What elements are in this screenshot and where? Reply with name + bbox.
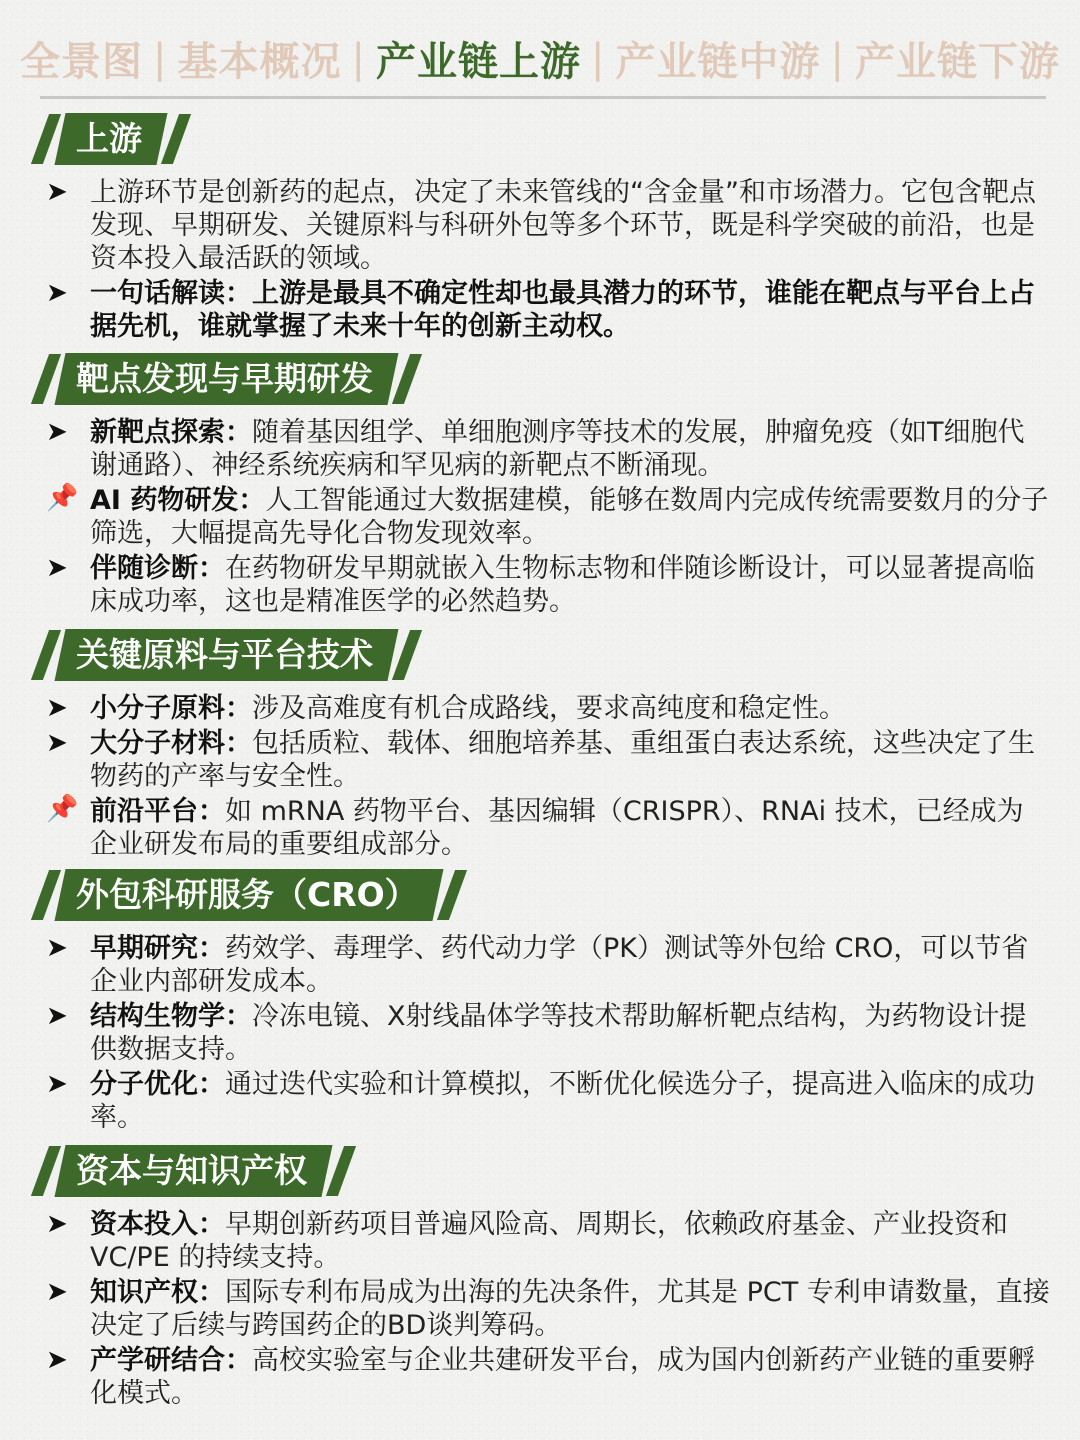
list-item (40, 795, 1050, 861)
arrow-bullet-icon: ➤ (46, 417, 68, 447)
nav-separator: | (153, 35, 168, 82)
list-item (40, 1344, 1050, 1410)
item-text: 高校实验室与企业共建研发平台，成为国内创新药产业链的重要孵化模式。 (90, 1345, 1035, 1409)
item-list (40, 1208, 1050, 1410)
list-item (40, 1208, 1050, 1274)
section-target-discovery (40, 352, 1050, 620)
arrow-bullet-icon: ➤ (46, 693, 68, 723)
item-text: 随着基因组学、单细胞测序等技术的发展，肿瘤免疫（如T细胞代谢通路）、神经系统疾病和罕见病的新靶点不断涌现。 (90, 417, 1025, 481)
item-text: 早期创新药项目普遍风险高、周期长，依赖政府基金、产业投资和VC/PE 的持续支持。 (90, 1209, 1008, 1273)
list-item (40, 1276, 1050, 1342)
section-header (40, 112, 1050, 166)
section-header (40, 352, 1050, 406)
item-label: 分子优化： (90, 1069, 225, 1100)
arrow-bullet-icon: ➤ (46, 728, 68, 758)
arrow-bullet-icon: ➤ (46, 177, 68, 207)
item-text: 人工智能通过大数据建模，能够在数周内完成传统需要数月的分子筛选，大幅提高先导化合物发现效率。 (90, 485, 1049, 549)
item-list (40, 176, 1050, 343)
section-title: 靶点发现与早期研发 (54, 353, 398, 405)
arrow-bullet-icon: ➤ (46, 1345, 68, 1375)
nav-separator: | (590, 35, 606, 82)
nav-tab-downstream[interactable]: 产业链下游 (854, 39, 1060, 85)
list-item (40, 484, 1050, 550)
item-list (40, 416, 1050, 618)
item-label: 大分子材料： (90, 728, 252, 759)
nav-separator: | (351, 35, 366, 82)
item-label: 产学研结合： (90, 1345, 252, 1376)
item-label: AI 药物研发： (90, 485, 266, 516)
arrow-bullet-icon: ➤ (46, 278, 68, 308)
section-capital-ip (40, 1144, 1050, 1412)
pushpin-icon: 📌 (46, 794, 79, 824)
item-label: 小分子原料： (90, 693, 252, 724)
pushpin-icon: 📌 (46, 483, 79, 513)
section-raw-materials (40, 628, 1050, 863)
item-text: 上游是最具不确定性却也最具潜力的环节，谁能在靶点与平台上占据先机，谁就掌握了未来十年的创新主动权。 (90, 278, 1035, 342)
section-header (40, 628, 1050, 682)
list-item (40, 416, 1050, 482)
item-label: 知识产权： (90, 1277, 225, 1308)
list-item (40, 1000, 1050, 1066)
section-title: 上游 (54, 113, 167, 165)
item-label: 早期研究： (90, 933, 225, 964)
list-item (40, 692, 1050, 725)
item-label: 结构生物学： (90, 1001, 252, 1032)
nav-tab-panorama[interactable]: 全景图 (20, 39, 143, 85)
list-item (40, 176, 1050, 275)
arrow-bullet-icon: ➤ (46, 1277, 68, 1307)
nav-tab-overview[interactable]: 基本概况 (177, 39, 342, 85)
arrow-bullet-icon: ➤ (46, 933, 68, 963)
item-text: 上游环节是创新药的起点，决定了未来管线的“含金量”和市场潜力。它包含靶点发现、早期研发、关键原料与科研外包等多个环节，既是科学突破的前沿，也是资本投入最活跃的领域。 (90, 177, 1036, 274)
item-text: 在药物研发早期就嵌入生物标志物和伴随诊断设计，可以显著提高临床成功率，这也是精准医学的必然趋势。 (90, 553, 1035, 617)
item-list (40, 932, 1050, 1134)
header-divider (40, 96, 1046, 99)
arrow-bullet-icon: ➤ (46, 1001, 68, 1031)
item-label: 一句话解读： (90, 278, 252, 309)
arrow-bullet-icon: ➤ (46, 553, 68, 583)
nav-tab-midstream[interactable]: 产业链中游 (615, 39, 821, 85)
item-label: 前沿平台： (90, 796, 225, 827)
item-label: 新靶点探索： (90, 417, 252, 448)
list-item (40, 727, 1050, 793)
item-text: 国际专利布局成为出海的先决条件，尤其是 PCT 专利申请数量，直接决定了后续与跨国药企的BD谈判筹码。 (90, 1277, 1050, 1341)
item-label: 资本投入： (90, 1209, 225, 1240)
list-item (40, 932, 1050, 998)
item-text: 药效学、毒理学、药代动力学（PK）测试等外包给 CRO，可以节省企业内部研发成本。 (90, 933, 1029, 997)
item-text: 通过迭代实验和计算模拟，不断优化候选分子，提高进入临床的成功率。 (90, 1069, 1035, 1133)
item-text: 冷冻电镜、X射线晶体学等技术帮助解析靶点结构，为药物设计提供数据支持。 (90, 1001, 1027, 1065)
list-item (40, 277, 1050, 343)
section-upstream (40, 112, 1050, 345)
list-item (40, 552, 1050, 618)
item-text: 如 mRNA 药物平台、基因编辑（CRISPR）、RNAi 技术，已经成为企业研发布局的重要组成部分。 (90, 796, 1024, 860)
arrow-bullet-icon: ➤ (46, 1069, 68, 1099)
section-header (40, 1144, 1050, 1198)
section-cro (40, 868, 1050, 1136)
section-header (40, 868, 1050, 922)
nav-tab-upstream[interactable]: 产业链上游 (375, 39, 581, 85)
arrow-bullet-icon: ➤ (46, 1209, 68, 1239)
section-title: 资本与知识产权 (54, 1145, 332, 1197)
section-title: 外包科研服务（CRO） (54, 869, 443, 921)
item-list (40, 692, 1050, 861)
item-text: 涉及高难度有机合成路线，要求高纯度和稳定性。 (252, 693, 846, 724)
nav-separator: | (830, 35, 845, 82)
item-label: 伴随诊断： (90, 553, 225, 584)
top-navigation (20, 30, 1070, 87)
list-item (40, 1068, 1050, 1134)
section-title: 关键原料与平台技术 (54, 629, 398, 681)
item-text: 包括质粒、载体、细胞培养基、重组蛋白表达系统，这些决定了生物药的产率与安全性。 (90, 728, 1035, 792)
